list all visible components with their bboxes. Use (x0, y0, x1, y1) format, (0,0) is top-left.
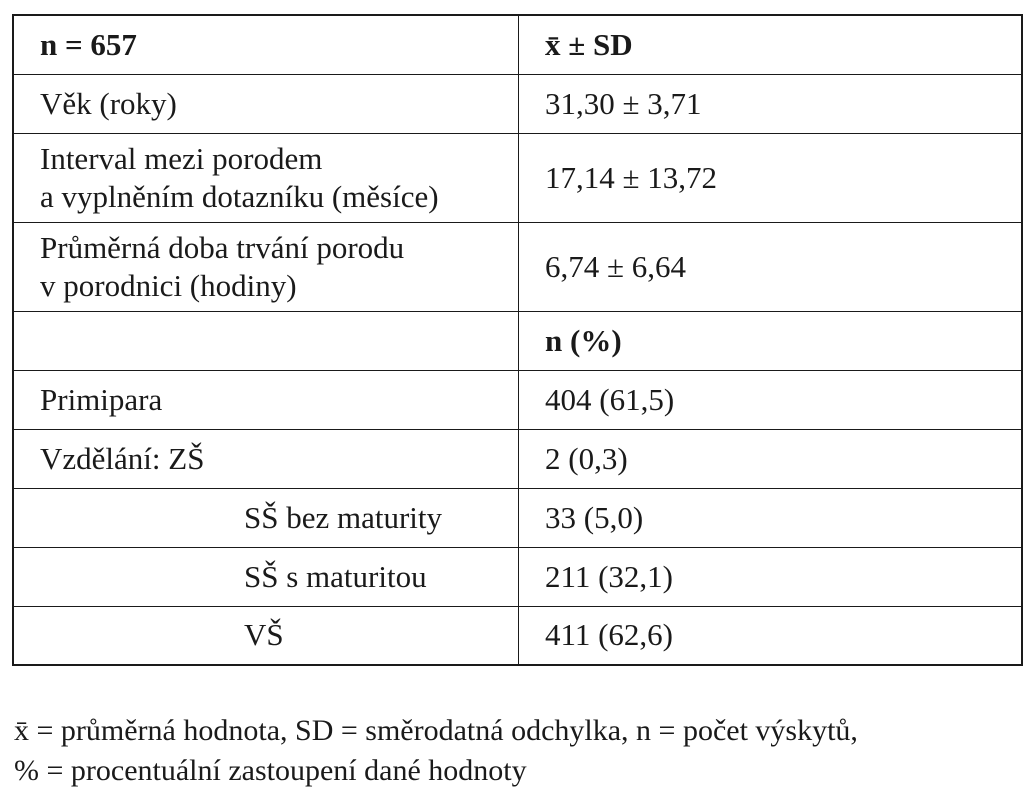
row-label-line1: Průměrná doba trvání porodu (40, 229, 405, 265)
row-value: 33 (5,0) (519, 488, 1023, 547)
table-row-age (13, 74, 1022, 133)
table-row-education-zs (13, 429, 1022, 488)
subheader-count-percent: n (%) (519, 311, 1023, 370)
row-value: 211 (32,1) (519, 547, 1023, 606)
row-label: SŠ s maturitou (13, 547, 519, 606)
row-label-line2: v porodnici (hodiny) (40, 267, 297, 303)
table-subheader-row (13, 311, 1022, 370)
row-value: 411 (62,6) (519, 606, 1023, 665)
row-label: SŠ bez maturity (13, 488, 519, 547)
table-row-education-vs (13, 606, 1022, 665)
table-row-education-ss-bez (13, 488, 1022, 547)
row-label-empty (13, 311, 519, 370)
row-value: 17,14 ± 13,72 (519, 133, 1023, 222)
row-label: Vzdělání: ZŠ (13, 429, 519, 488)
statistics-table (12, 14, 1023, 666)
row-label: Věk (roky) (13, 74, 519, 133)
row-label (13, 222, 519, 311)
row-label-line1: Interval mezi porodem (40, 140, 323, 176)
table-row-duration (13, 222, 1022, 311)
table-row-education-ss-s (13, 547, 1022, 606)
table-row-primipara (13, 370, 1022, 429)
row-value: 31,30 ± 3,71 (519, 74, 1023, 133)
row-label-line2: a vyplněním dotazníku (měsíce) (40, 178, 439, 214)
row-value: 404 (61,5) (519, 370, 1023, 429)
table-footnote (14, 711, 1029, 791)
footnote-line2: % = procentuální zastoupení dané hodnoty (14, 754, 527, 787)
footnote-line1: x̄ = průměrná hodnota, SD = směrodatná odchylka, n = počet výskytů, (14, 714, 858, 747)
row-label: Primipara (13, 370, 519, 429)
header-mean-sd: x̄ ± SD (519, 15, 1023, 74)
table-header-row (13, 15, 1022, 74)
header-sample-size: n = 657 (13, 15, 519, 74)
row-value: 6,74 ± 6,64 (519, 222, 1023, 311)
row-label: VŠ (13, 606, 519, 665)
row-value: 2 (0,3) (519, 429, 1023, 488)
table-row-interval (13, 133, 1022, 222)
row-label (13, 133, 519, 222)
